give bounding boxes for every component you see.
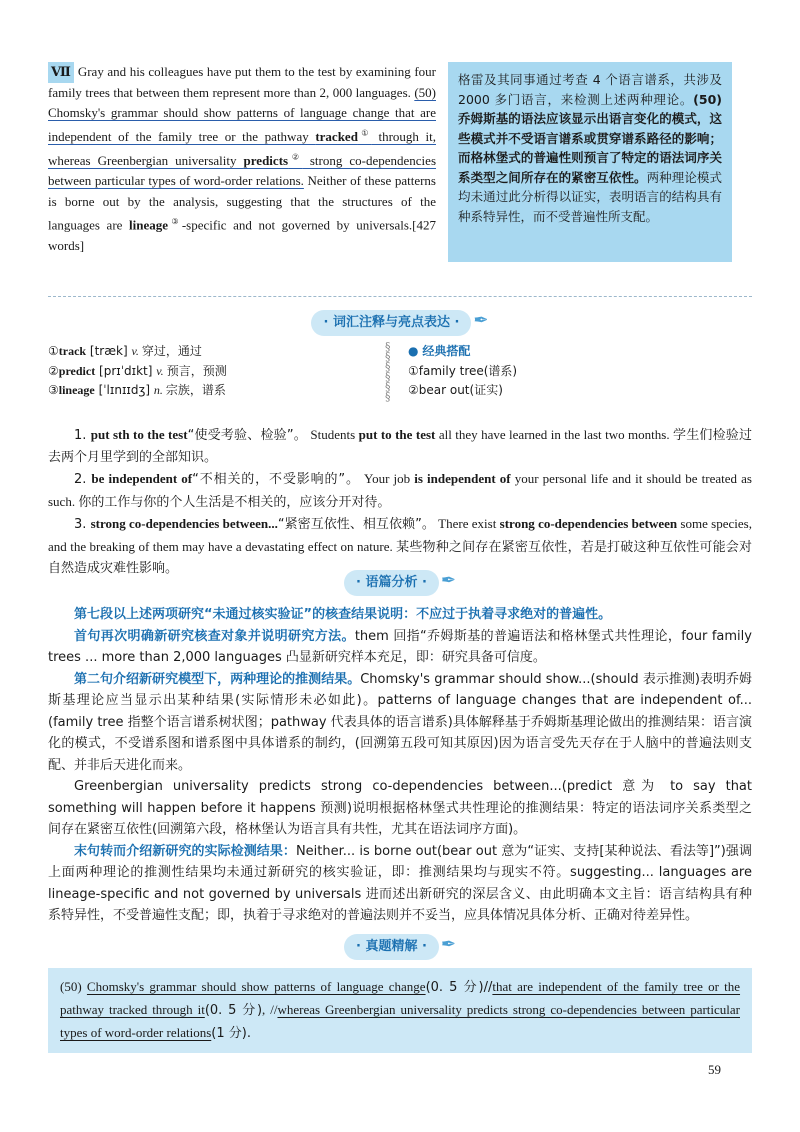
sentence-50: (50) Chomsky's grammar should show patterns of language change that are independent of the family tree or the pathway tracked① through it, whereas Greenbergian universality predicts② strong co-dependencies between particular types of word-order relations.: [48, 84, 437, 189]
analysis-section-header: [310, 570, 490, 596]
question-marker: (50): [414, 84, 436, 100]
keyword-lineage: lineage: [129, 217, 168, 233]
analysis-paragraph: 第二句介绍新研究模型下，两种理论的推测结果。Chomsky's grammar should show...(should 表示推测)表明乔姆斯基理论应当显示出某种结果(实际情形未必如此)。patterns of language changes that are independent of...(family tree 指整个语言谱系树状图；pathway 代表具体的语言谱系)具体解释基于乔姆斯基理论做出的推测结果：语言演化的模式，不受谱系图和谱系图中具体谱系的制约，(回溯第五段可知其原因)因为语言受先天存在于人脑中的普遍法则支配、并非后天进化而来。: [48, 671, 752, 773]
answer-segment: whereas Greenbergian universality predicts strong co-dependencies between particular types of word-order relations: [60, 1002, 740, 1040]
quill-icon: ✒: [440, 934, 457, 955]
phrase-item: 3. strong co-dependencies between...“紧密互依性、相互依赖”。 There exist strong co-dependencies between some species, and the breaking of them may have a devastating effect on nature. 某些物种之间存在紧密互依性，若是打破这种互依性可能会对自然造成灾难性影响。: [48, 516, 752, 576]
analysis-summary: 第七段以上述两项研究“未通过核实验证”的核查结果说明：不应过于执着寻求绝对的普遍性。: [74, 607, 612, 622]
phrase-item: 2. be independent of“不相关的，不受影响的”。 Your job is independent of your personal life and it should be treated as such. 你的工作与你的个人生活是不相关的，应该分开对待。: [48, 471, 752, 510]
analysis-text: [48, 604, 752, 927]
phrase-list: [48, 424, 752, 580]
section-title: · 真题精解 ·: [344, 934, 439, 960]
collocation-item: ①family tree(谱系): [408, 363, 518, 378]
vocab-list: [48, 342, 378, 401]
section-title: · 词汇注释与亮点表达 ·: [311, 310, 471, 336]
score: (0. 5 分)//: [425, 980, 493, 995]
score: (1 分).: [211, 1026, 251, 1041]
page-number: 59: [708, 1062, 721, 1077]
analysis-paragraph: Greenbergian universality predicts strong co-dependencies between...(predict 意为 to say that something will happen before it happens 预测)说明根据格林堡式共性理论的推测结果：特定的语法词序关系类型之间存在紧密互依性(回溯第六段，格林堡认为语言具有共性，尤其在语法词序方面)。: [48, 779, 752, 837]
answer-segment: Chomsky's grammar should show patterns of language change: [86, 979, 426, 994]
question-marker: (50): [60, 979, 82, 994]
word-count: [427 words]: [48, 217, 436, 253]
translation-text: 格雷及其同事通过考查 4 个语言谱系，共涉及 2000 多门语言，来检测上述两种理论。: [458, 72, 722, 107]
analysis-paragraph: 首句再次明确新研究核查对象并说明研究方法。them 回指“乔姆斯基的普遍语法和格林堡式共性理论，four family trees ... more than 2,000 languages 凸显新研究样本充足，即：研究具备可信度。: [48, 628, 752, 665]
quill-icon: ✒: [440, 570, 457, 591]
section-divider: [48, 296, 752, 297]
bullet-icon: ●: [408, 344, 419, 358]
vocab-item: ①track [træk] v. 穿过，通过: [48, 344, 202, 358]
keyword-tracked: tracked: [315, 128, 358, 144]
passage-text: Neither of these patterns is borne out by the analysis, suggesting that the structures of the languages are: [48, 173, 436, 233]
keyword-predicts: predicts: [243, 152, 289, 168]
passage-paragraph: [48, 62, 436, 256]
answer-segment: that are independent of the family tree or the pathway tracked through it: [60, 979, 741, 1017]
analysis-paragraph: 末句转而介绍新研究的实际检测结果：Neither... is borne out(bear out 意为“证实、支持[某种说法、看法等]”)强调上面两种理论的推测性结果均未通过新研究的核实验证，即：推测结果均与现实不符。suggesting... languages are lineage-specific and not governed by universals 进而述出新研究的深层含义、由此明确本文主旨：语言结构具有种系特异性，不受普遍性支配；即，执着于寻求绝对的普遍法则并不妥当，应具体情况具体分析、正确对待差异性。: [48, 843, 752, 923]
vocab-section-header: [280, 310, 520, 336]
answer-box: (50) Chomsky's grammar should show patterns of language change(0. 5 分)//that are independent of the family tree or the pathway tracked through it(0. 5 分), //whereas Greenbergian universality predicts strong co-dependencies between particular types of word-order relations(1 分).: [48, 968, 752, 1053]
footnote-marker: ①: [357, 128, 372, 138]
passage-text: -specific and not governed by universals.: [181, 217, 413, 233]
zhenti-section-header: [310, 934, 490, 960]
section-title: · 语篇分析 ·: [344, 570, 439, 596]
phrase-item: 1. put sth to the test“使受考验、检验”。 Students put to the test all they have learned in the last two months. 学生们检验过去两个月里学到的全部知识。: [48, 427, 752, 465]
collocation-title: 经典搭配: [422, 344, 471, 358]
passage-text: Gray and his colleagues have put them to the test by examining four family trees that between them represent more than 2, 000 languages.: [48, 64, 436, 100]
quill-icon: ✒: [473, 310, 489, 331]
footnote-marker: ②: [288, 152, 303, 162]
paragraph-number: Ⅶ: [48, 62, 74, 83]
collocation-item: ②bear out(证实): [408, 383, 503, 397]
footnote-marker: ③: [168, 217, 182, 227]
vocab-item: ③lineage [ˈlɪnɪɪdʒ] n. 宗族，谱系: [48, 383, 226, 397]
vocab-item: ②predict [prɪˈdɪkt] v. 预言，预测: [48, 363, 227, 378]
collocation-list: [408, 342, 748, 401]
translation-highlight: (50)乔姆斯基的语法应该显示出语言变化的模式，这些模式并不受语言谱系或贯穿谱系路径的影响；而格林堡式的普遍性则预言了特定的语法词序关系类型之间所存在的紧密互依性。: [458, 91, 722, 185]
translation-box: [448, 62, 732, 262]
translation-text: 两种理论模式均未通过此分析得以证实，表明语言的结构具有种系特异性，而不受普遍性所支配。: [458, 169, 722, 224]
wavy-divider: § § § § § §: [385, 340, 391, 403]
score: (0. 5 分): [204, 1003, 263, 1018]
